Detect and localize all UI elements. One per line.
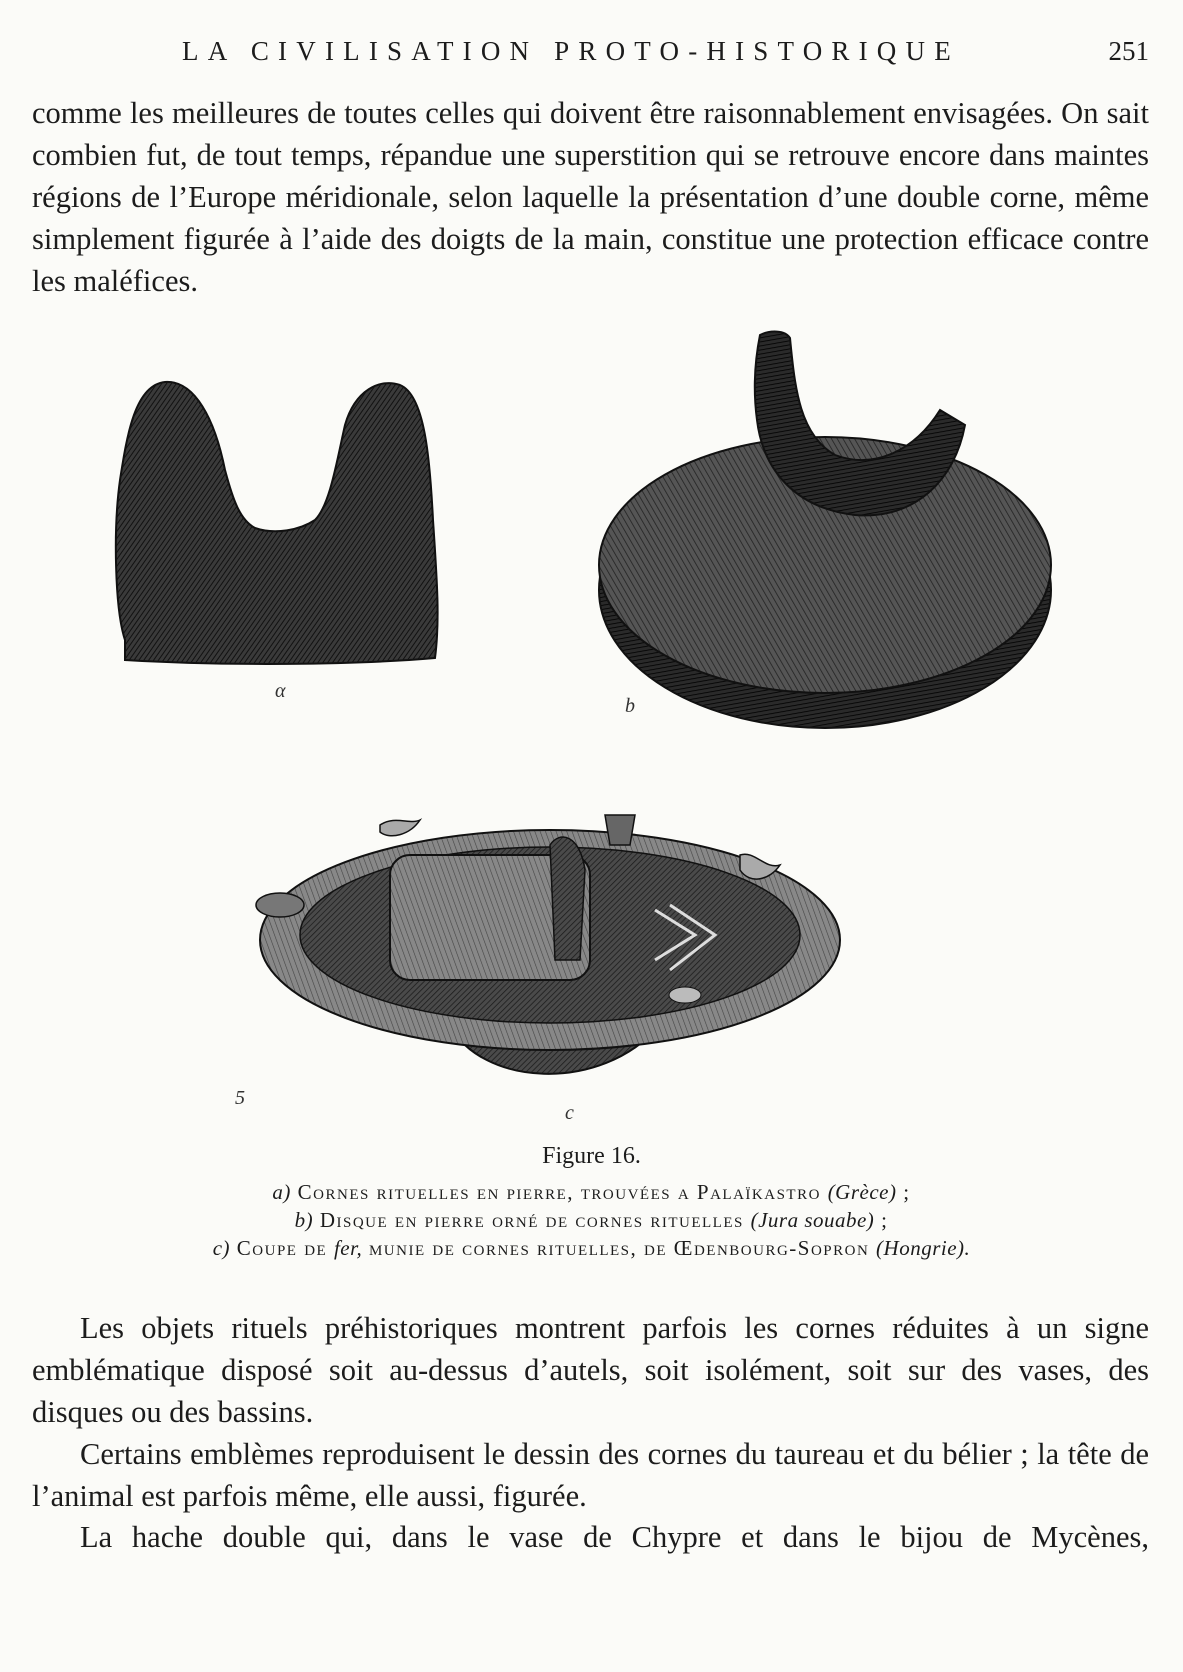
caption-text-c2: munie de cornes rituelles, de Œdenbourg-Sopron [368,1236,870,1260]
caption-fer: fer, [333,1236,363,1260]
caption-line-b [0,1208,1183,1233]
page-number: 251 [1108,36,1149,66]
paragraph-ritual-objects: Les objets rituels préhistoriques montrent parfois les cornes réduites à un signe emblématique disposé soit au-dessus d’autels, soit isolément, soit sur des vases, des disques ou des bassins. [32,1311,1149,1429]
caption-end-b: ; [881,1208,889,1232]
caption-line-c [0,1236,1183,1261]
caption-marker-b: b) [294,1208,314,1232]
caption-marker-a: a) [272,1180,291,1204]
horns-illustration-a [105,380,455,670]
caption-line-a [0,1180,1183,1205]
figure-letter-a: α [275,680,286,702]
figure-letter-b: b [625,695,635,717]
paragraph-emblems: Certains emblèmes reproduisent le dessin des cornes du taureau et du bélier ; la tête de l’animal est parfois même, elle aussi, figurée. [32,1437,1149,1513]
paragraph-intro: comme les meilleures de toutes celles qui doivent être raisonnablement envisagées. On sait combien fut, de tout temps, répandue une superstition qui se retrouve encore dans maintes régions de l’Europe méridionale, selon laquelle la présentation d’une double corne, même simplement figurée à l’aide des doigts de la main, constitue une protection efficace contre les maléfices. [32,96,1149,298]
figure-letter-c: c [565,1102,574,1124]
caption-end-a: ; [903,1180,911,1204]
cup-illustration-c [250,810,850,1110]
running-head: LA CIVILISATION PROTO-HISTORIQUE [182,36,960,66]
plate-number: 5 [235,1087,245,1109]
caption-marker-c: c) [212,1236,231,1260]
caption-place-a: (Grèce) [827,1180,897,1204]
figure-title: Figure 16. [542,1143,641,1169]
page-header [32,36,1149,76]
caption-text-a: Cornes rituelles en pierre, trouvées a Palaïkastro [297,1180,821,1204]
caption-place-b: (Jura souabe) [750,1208,875,1232]
paragraph-double-axe: La hache double qui, dans le vase de Chypre et dans le bijou de Mycènes, [80,1520,1149,1554]
caption-text-b: Disque en pierre orné de cornes rituelles [319,1208,744,1232]
caption-text-c1: Coupe de [236,1236,328,1260]
disc-illustration-b [595,330,1055,730]
caption-place-c: (Hongrie). [876,1236,971,1260]
